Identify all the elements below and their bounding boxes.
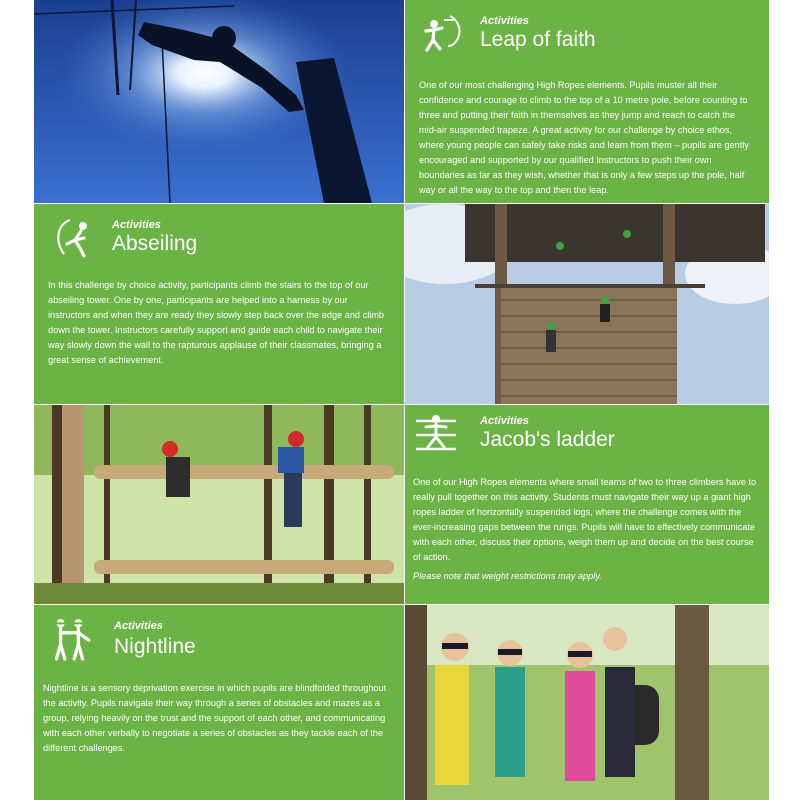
jacobs-ladder-body: One of our High Ropes elements where small teams of two to three climbers have to really pull together on this activity. Students must navigate their way up a giant high ropes ladder of horizontally suspended logs, where the challenge comes with the ever-increasing gaps between the rungs. Pupils will have to effectively communicate with each other, discuss their options, weigh them up and decide on the best course of action. xyxy=(413,477,757,562)
weight-restriction-note: Please note that weight restrictions may apply. xyxy=(413,571,602,581)
abseiling-title: Abseiling xyxy=(112,232,198,255)
blindfolded-pair-icon xyxy=(47,615,93,661)
leap-of-faith-photo xyxy=(34,0,404,203)
abseiling-body: In this challenge by choice activity, participants climb the stairs to the top of our abseiling tower. One by one, participants are helped into a harness by our instructors and when they are ready they slowly step back over the edge and climb down the tower. Instructors carefully support and guide each child to navigate their way slowly down the wall to the rapturous applause of their classmates, bringing a great sense of achievement. xyxy=(48,280,385,365)
nightline-panel xyxy=(34,605,404,800)
abseiling-photo xyxy=(405,204,769,404)
jacobs-ladder-photo xyxy=(34,405,404,604)
leap-figure-icon xyxy=(420,12,464,56)
abseiling-panel xyxy=(34,204,404,404)
abseiling-kicker: Activities xyxy=(112,219,161,231)
leap-of-faith-body: One of our most challenging High Ropes elements. Pupils muster all their confidence and courage to climb to the top of a 10 metre pole, before counting to three and putting their faith in themselves as they jump and reach to catch the mid-air suspended trapeze. A great activity for our challenge by choice ethos, where young people can safely take risks and learn from them – pupils are gently encouraged and supported by our qualified Instructors to push their own boundaries as far as they wish, whether that is only a few steps up the pole, half way or all the way to the top and then the leap. xyxy=(419,80,749,195)
nightline-title: Nightline xyxy=(114,635,196,658)
nightline-photo xyxy=(405,605,769,800)
ladder-climber-icon xyxy=(414,413,458,457)
abseil-figure-icon xyxy=(50,216,94,260)
jacobs-ladder-panel xyxy=(405,405,769,604)
leap-of-faith-kicker: Activities xyxy=(480,15,529,27)
leap-of-faith-title: Leap of faith xyxy=(480,28,596,51)
jacobs-ladder-kicker: Activities xyxy=(480,415,529,427)
nightline-body: Nightline is a sensory deprivation exercise in which pupils are blindfolded throughout the activity. Pupils navigate their way through a series of obstacles and mazes as a group, relying heavily on the trust and the support of each other, and communicating with each other verbally to negotiate a series of obstacles as they tackle each of the different challenges. xyxy=(43,683,387,753)
jacobs-ladder-title: Jacob's ladder xyxy=(480,428,615,451)
leap-of-faith-panel xyxy=(405,0,769,203)
nightline-kicker: Activities xyxy=(114,620,163,632)
